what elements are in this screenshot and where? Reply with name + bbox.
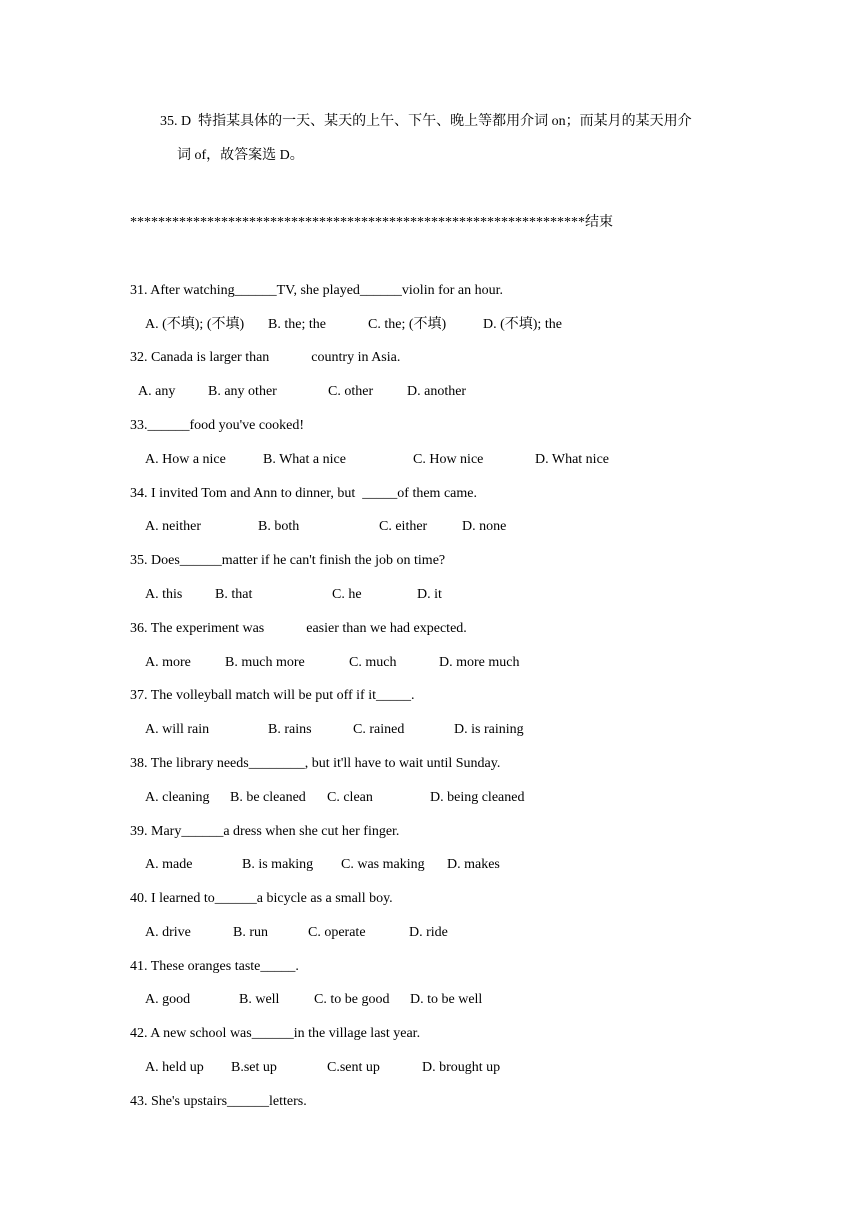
question-36-stem: 36. The experiment was easier than we had expected. bbox=[130, 621, 467, 636]
option-b: B. well bbox=[239, 992, 280, 1007]
option-d: D. What nice bbox=[535, 452, 609, 467]
option-c: C. other bbox=[328, 384, 374, 399]
option-b: B. any other bbox=[208, 384, 277, 399]
question-43-stem: 43. She's upstairs______letters. bbox=[130, 1094, 307, 1109]
question-40-stem: 40. I learned to______a bicycle as a small boy. bbox=[130, 891, 393, 906]
question-41-stem: 41. These oranges taste_____. bbox=[130, 959, 299, 974]
option-b: B. What a nice bbox=[263, 452, 346, 467]
option-c: C. the; (不填) bbox=[368, 317, 447, 332]
option-a: A. any bbox=[138, 384, 176, 399]
option-a: A. neither bbox=[145, 519, 201, 534]
option-c: C. much bbox=[349, 655, 397, 670]
option-d: D. being cleaned bbox=[430, 790, 525, 805]
option-d: D. (不填); the bbox=[483, 317, 562, 332]
option-a: A. drive bbox=[145, 925, 191, 940]
option-d: D. is raining bbox=[454, 722, 524, 737]
option-d: D. to be well bbox=[410, 992, 483, 1007]
option-c: C. was making bbox=[341, 857, 425, 872]
option-c: C. either bbox=[379, 519, 428, 534]
question-35-stem: 35. Does______matter if he can't finish the job on time? bbox=[130, 553, 446, 568]
option-c: C. to be good bbox=[314, 992, 390, 1007]
option-c: C. How nice bbox=[413, 452, 484, 467]
option-b: B. rains bbox=[268, 722, 312, 737]
option-c: C. rained bbox=[353, 722, 405, 737]
option-d: D. makes bbox=[447, 857, 500, 872]
explanation-line-1: 35. D 特指某具体的一天、某天的上午、下午、晚上等都用介词 on；而某月的某天用介 bbox=[160, 114, 692, 129]
section-separator: *****************************************************************结束 bbox=[130, 215, 613, 230]
option-c: C. operate bbox=[308, 925, 366, 940]
option-d: D. ride bbox=[409, 925, 448, 940]
option-a: A. (不填); (不填) bbox=[145, 317, 245, 332]
option-c: C. clean bbox=[327, 790, 373, 805]
option-a: A. held up bbox=[145, 1060, 204, 1075]
option-a: A. this bbox=[145, 587, 183, 602]
option-b: B. that bbox=[215, 587, 253, 602]
option-a: A. How a nice bbox=[145, 452, 226, 467]
option-d: D. more much bbox=[439, 655, 520, 670]
option-b: B.set up bbox=[231, 1060, 277, 1075]
option-b: B. be cleaned bbox=[230, 790, 306, 805]
option-d: D. it bbox=[417, 587, 442, 602]
option-b: B. both bbox=[258, 519, 300, 534]
option-d: D. brought up bbox=[422, 1060, 501, 1075]
option-c: C. he bbox=[332, 587, 362, 602]
option-b: B. is making bbox=[242, 857, 314, 872]
question-39-stem: 39. Mary______a dress when she cut her finger. bbox=[130, 824, 400, 839]
option-d: D. none bbox=[462, 519, 507, 534]
question-42-stem: 42. A new school was______in the village last year. bbox=[130, 1026, 421, 1041]
question-37-stem: 37. The volleyball match will be put off if it_____. bbox=[130, 688, 415, 703]
option-a: A. more bbox=[145, 655, 191, 670]
question-31-stem: 31. After watching______TV, she played______violin for an hour. bbox=[130, 283, 504, 298]
option-b: B. much more bbox=[225, 655, 305, 670]
option-b: B. run bbox=[233, 925, 268, 940]
option-b: B. the; the bbox=[268, 317, 326, 332]
option-c: C.sent up bbox=[327, 1060, 380, 1075]
explanation-line-2: 词 of，故答案选 D。 bbox=[177, 148, 304, 163]
question-33-stem: 33.______food you've cooked! bbox=[130, 418, 304, 433]
question-32-stem: 32. Canada is larger than country in Asia. bbox=[130, 350, 401, 365]
question-38-stem: 38. The library needs________, but it'll have to wait until Sunday. bbox=[130, 756, 501, 771]
option-a: A. made bbox=[145, 857, 193, 872]
option-a: A. cleaning bbox=[145, 790, 210, 805]
question-34-stem: 34. I invited Tom and Ann to dinner, but _____of them came. bbox=[130, 486, 477, 501]
option-a: A. good bbox=[145, 992, 191, 1007]
option-d: D. another bbox=[407, 384, 467, 399]
option-a: A. will rain bbox=[145, 722, 210, 737]
